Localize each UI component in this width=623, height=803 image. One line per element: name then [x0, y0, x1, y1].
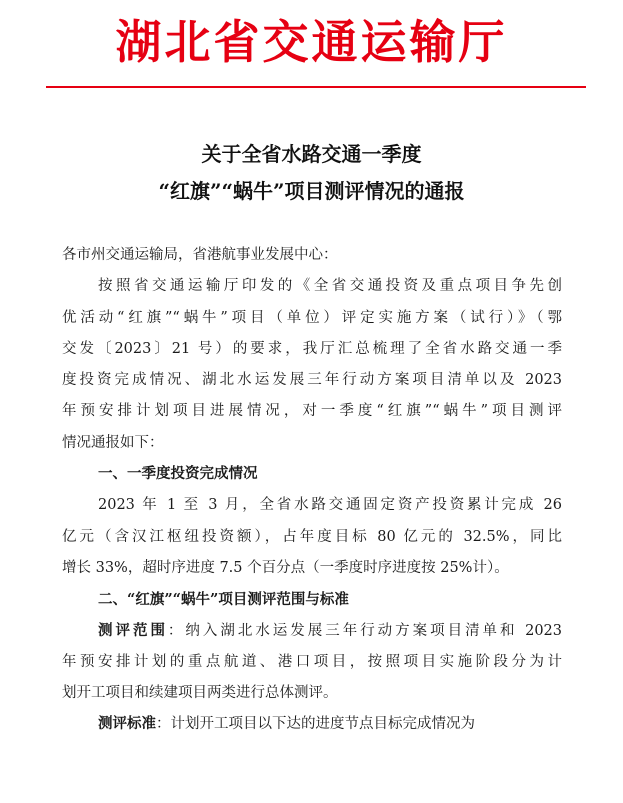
paragraph-2-line: 亿元（含汉江枢纽投资额），占年度目标 80 亿元的 32.5%，同比 — [62, 528, 562, 545]
document-title-line-2: “红旗”“蜗牛”项目测评情况的通报 — [158, 179, 465, 203]
paragraph-3-line — [62, 616, 562, 647]
paragraph-1-line: 按照省交通运输厅印发的《全省交通投资及重点项目争先创 — [98, 278, 562, 295]
paragraph-1-line: 度投资完成情况、湖北水运发展三年行动方案项目清单以及 2023 — [62, 372, 562, 389]
scope-text: ：纳入湖北水运发展三年行动方案项目清单和 2023 — [167, 622, 562, 639]
paragraph-1-line: 交发〔2023〕21 号）的要求，我厅汇总梳理了全省水路交通一季 — [62, 340, 562, 357]
masthead-divider — [46, 86, 586, 88]
document-body — [62, 240, 562, 741]
masthead-title: 湖北省交通运输厅 — [115, 15, 508, 69]
standard-label: 测评标准 — [98, 716, 156, 733]
paragraph-1-line: 年预安排计划项目进展情况，对一季度“红旗”“蜗牛”项目测评 — [62, 403, 562, 420]
section-heading-2: 二、“红旗”“蜗牛”项目测评范围与标准 — [98, 591, 349, 609]
section-heading-1: 一、一季度投资完成情况 — [98, 466, 258, 483]
salutation: 各市州交通运输局，省港航事业发展中心： — [62, 247, 338, 263]
paragraph-4-line — [62, 709, 562, 740]
document-title-line-1: 关于全省水路交通一季度 — [201, 142, 422, 166]
paragraph-1-line: 优活动“红旗”“蜗牛”项目（单位）评定实施方案（试行）》（鄂 — [62, 309, 562, 326]
paragraph-2-line: 2023 年 1 至 3 月，全省水路交通固定资产投资累计完成 26 — [98, 497, 562, 514]
paragraph-3-line: 划开工项目和续建项目两类进行总体测评。 — [62, 685, 338, 702]
scope-label: 测评范围 — [98, 622, 168, 639]
paragraph-3-line: 年预安排计划的重点航道、港口项目，按照项目实施阶段分为计 — [62, 653, 562, 670]
paragraph-1-line: 情况通报如下： — [62, 434, 164, 451]
standard-text: ：计划开工项目以下达的进度节点目标完成情况为 — [156, 716, 475, 733]
paragraph-2-line: 增长 33%，超时序进度 7.5 个百分点（一季度时序进度按 25%计）。 — [62, 559, 509, 576]
